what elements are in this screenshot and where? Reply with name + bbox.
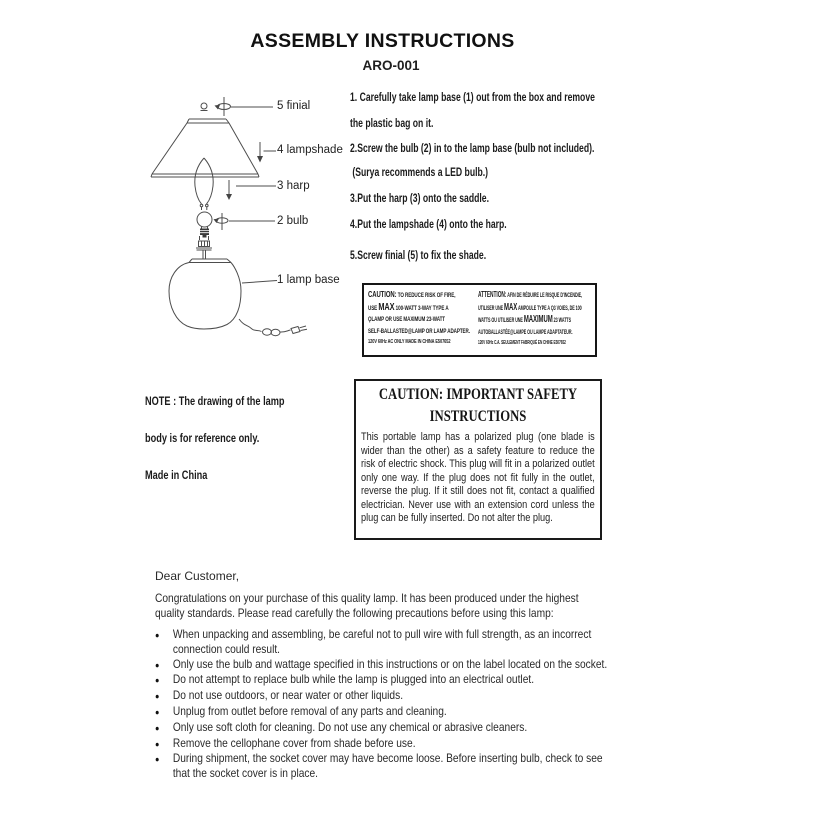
assembly-step-line: 3.Put the harp (3) onto the saddle. <box>350 193 489 205</box>
socket-drawing <box>196 236 212 259</box>
caution-word: CAUTION: <box>368 289 397 299</box>
harp-drawing <box>195 158 213 210</box>
precaution-item <box>155 627 610 657</box>
note-line-1: NOTE : The drawing of the lamp <box>145 396 285 408</box>
rating-caution-label <box>362 283 597 357</box>
safety-box-title-line2: INSTRUCTIONS <box>429 408 527 425</box>
lampshade-drawing <box>151 119 259 177</box>
precaution-item <box>155 672 610 688</box>
label-line-lamp-base <box>242 281 277 284</box>
assembly-step-line: the plastic bag on it. <box>350 118 434 130</box>
maximum-word: MAXIMUM <box>523 313 553 325</box>
safety-box-body: This portable lamp has a polarized plug (one blade is wider than the other) as a safety feature to reduce the risk of electric shock. This plug will fit in a polarized outlet only one way. If the plug does not fit fully in the outlet, reverse the plug. If it still does not fit, contact a qualified electrician. Never use with an extension cord unless the plug can be fully inserted. Do not alter the plug. <box>361 431 595 524</box>
page-title: ASSEMBLY INSTRUCTIONS <box>250 30 515 53</box>
bullet-icon: ● <box>155 754 160 765</box>
precaution-text: When unpacking and assembling, be careful not to pull wire with full strength, as an incorrect connection could result. <box>172 627 592 656</box>
lamp-base-drawing <box>169 259 241 329</box>
precaution-item <box>155 657 610 673</box>
assembly-step-line: 1. Carefully take lamp base (1) out from the box and remove <box>350 92 595 104</box>
diagram-part-label: 2 bulb <box>277 215 309 227</box>
bullet-icon: ● <box>155 659 160 670</box>
cfl-icon-line: SELF-BALLASTED@LAMP OR LAMP ADAPTER. <box>368 327 470 335</box>
bullet-icon: ● <box>155 630 160 640</box>
caution-label-english: CAUTION: TO REDUCE RISK OF FIRE, USE MAX 100-WATT 3-WAY TYPE A ϘLAMP OR USE MAXIMUM 23-WATT SELF-BALLASTED@LAMP OR LAMP ADAPTER. 120V 60Hz AC ONLY MADE IN CHINA E507652 <box>368 289 480 349</box>
diagram-part-label: 3 harp <box>277 180 310 192</box>
cfl-icon-line: AUTOBALLASTÉE@LAMPE OU LAMPE ADAPTATEUR. <box>478 328 573 336</box>
precaution-text: During shipment, the socket cover may have become loose. Before inserting bulb, check to see that the socket cover is in place. <box>172 751 603 781</box>
assembly-step-line: 2.Screw the bulb (2) in to the lamp base (bulb not included). <box>350 143 595 155</box>
bulb-drawing <box>197 212 212 238</box>
finial-drawing <box>201 103 208 111</box>
safety-instructions-box <box>354 379 602 540</box>
bullet-icon: ● <box>155 738 160 749</box>
attention-word: ATTENTION: <box>478 289 507 299</box>
precaution-text: Remove the cellophane cover from shade before use. <box>172 735 416 750</box>
caution-label-french: ATTENTION: AFIN DE RÉDUIRE LE RISQUE D'INCENDIE, UTILISER UNE MAX AMPOULE TYPE A Ϙ3 VOIES, DE 100 WATTS OU UTILISER UNE MAXIMUM 23 WATTS AUTOBALLASTÉE@LAMPE OU LAMPE ADAPTATEUR. 120V 60Hz C.A. SEULEMENT FABRIQUÉ EN CHINE E507652 <box>478 289 597 350</box>
precaution-text: Do not use outdoors, or near water or other liquids. <box>172 688 404 703</box>
customer-intro: Congratulations on your purchase of this quality lamp. It has been produced under the highest quality standards. Please read carefully the following precautions before using this lamp: <box>155 591 579 620</box>
assembly-step-line: 4.Put the lampshade (4) onto the harp. <box>350 219 507 231</box>
max-word: MAX <box>504 300 518 313</box>
bullet-icon: ● <box>155 706 160 717</box>
precaution-text: Unplug from outlet before removal of any parts and cleaning. <box>172 703 447 718</box>
diagram-part-label: 4 lampshade <box>277 144 343 156</box>
model-number: ARO-001 <box>362 58 420 73</box>
precaution-item <box>155 751 610 781</box>
precaution-text: Only use soft cloth for cleaning. Do not use any chemical or abrasive cleaners. <box>172 719 528 734</box>
assembly-step-line: (Surya recommends a LED bulb.) <box>350 167 489 179</box>
precaution-text: Only use the bulb and wattage specified in this instructions or on the label located on the socket. <box>172 656 608 671</box>
down-arrow-icon <box>257 142 263 163</box>
bulb-icon-line: ϘLAMP OR USE MAXIMUM 23-WATT <box>368 316 445 323</box>
diagram-part-label: 5 finial <box>277 100 311 112</box>
bullet-icon: ● <box>155 722 160 733</box>
rotate-twist-icon <box>215 97 231 116</box>
precaution-item <box>155 720 610 736</box>
power-cord-with-switch-and-plug <box>239 319 307 336</box>
lamp-exploded-diagram <box>150 95 320 365</box>
precaution-item <box>155 736 610 752</box>
precautions-list <box>155 627 610 781</box>
precaution-text: Do not attempt to replace bulb while the lamp is plugged into an electrical outlet. <box>172 672 535 687</box>
note-line-2: body is for reference only. <box>145 433 260 445</box>
bullet-icon: ● <box>155 691 160 702</box>
bullet-icon: ● <box>155 675 160 686</box>
max-word: MAX <box>378 300 395 313</box>
made-in-china: Made in China <box>145 470 208 482</box>
precaution-item <box>155 704 610 720</box>
diagram-part-label: 1 lamp base <box>277 274 340 286</box>
down-arrow-icon <box>226 180 232 200</box>
salutation: Dear Customer, <box>155 569 240 583</box>
rotate-twist-icon <box>214 213 229 230</box>
safety-box-title-line1: CAUTION: IMPORTANT SAFETY <box>378 386 578 403</box>
assembly-step-line: 5.Screw finial (5) to fix the shade. <box>350 250 487 262</box>
precaution-item <box>155 688 610 704</box>
